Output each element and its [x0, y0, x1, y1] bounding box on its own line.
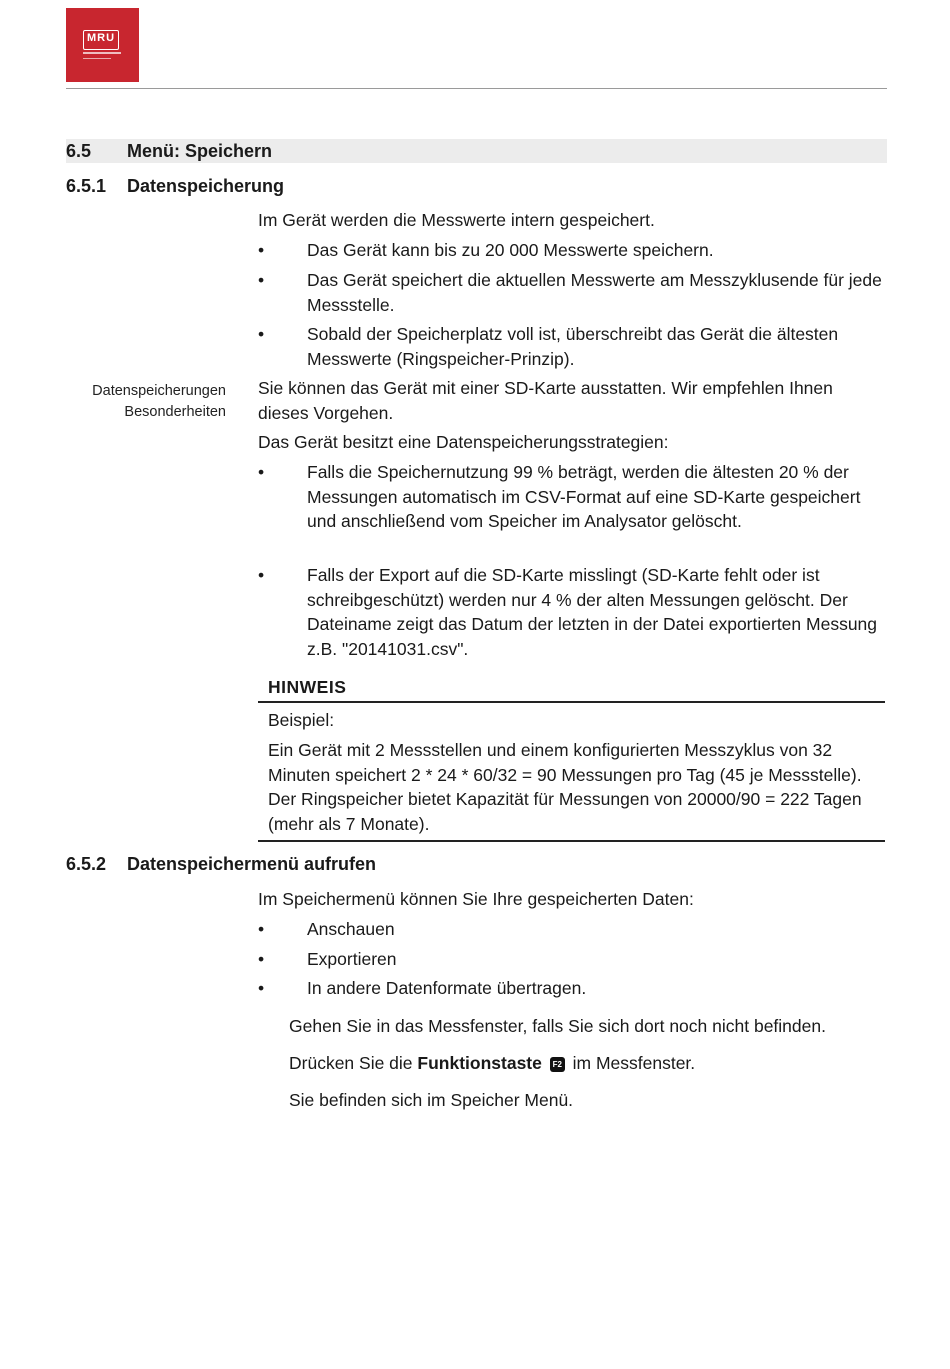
step-2-text-end: im Messfenster.: [567, 1053, 696, 1073]
hint-title: HINWEIS: [268, 677, 347, 697]
subsection-heading-2: [66, 852, 376, 876]
f2-key-icon: F2: [550, 1057, 565, 1072]
section-number: 6.5: [66, 141, 92, 161]
margin-note: [40, 381, 226, 423]
subsection-title: Datenspeichermenü aufrufen: [127, 854, 377, 874]
bullet-icon: •: [258, 949, 265, 969]
list-item-text: Das Gerät kann bis zu 20 000 Messwerte speichern.: [307, 240, 714, 260]
hint-bottom-rule: [258, 840, 885, 842]
section-title: Menü: Speichern: [127, 141, 273, 161]
logo-underline: [83, 52, 121, 54]
paragraph-menu-intro: Im Speichermenü können Sie Ihre gespeicherten Daten:: [258, 889, 694, 909]
list-item-text: Sobald der Speicherplatz voll ist, überschreibt das Gerät die ältesten Messwerte (Ringspeicher-Prinzip).: [307, 324, 839, 369]
step-2-keyword: Funktionstaste: [417, 1053, 542, 1073]
subsection-heading-1: [66, 174, 284, 198]
list-item-text: Anschauen: [307, 919, 395, 939]
paragraph-strategy: Das Gerät besitzt eine Datenspeicherungsstrategien:: [258, 432, 669, 452]
step-2-text: Drücken Sie die: [289, 1053, 418, 1073]
list-item-text: In andere Datenformate übertragen.: [307, 978, 587, 998]
company-logo: [66, 8, 139, 82]
bullet-icon: •: [258, 240, 265, 260]
step-1: Gehen Sie in das Messfenster, falls Sie sich dort noch nicht befinden.: [289, 1016, 826, 1036]
logo-mark: [83, 30, 119, 50]
bullet-icon: •: [258, 919, 265, 939]
margin-note-line-2: Besonderheiten: [124, 404, 226, 420]
hint-label: Beispiel:: [268, 710, 335, 730]
bullet-icon: •: [258, 978, 265, 998]
bullet-icon: •: [258, 324, 265, 344]
list-item-text: Falls die Speichernutzung 99 % beträgt, werden die ältesten 20 % der Messungen automatisch im CSV-Format auf eine SD-Karte gespeichert und anschließend vom Speicher im Analysator gelöscht.: [307, 462, 861, 531]
header-divider: [66, 88, 887, 89]
bullet-icon: •: [258, 565, 265, 585]
list-item-text: Das Gerät speichert die aktuellen Messwerte am Messzyklusende für jede Messstelle.: [307, 270, 882, 315]
step-3: Sie befinden sich im Speicher Menü.: [289, 1090, 574, 1110]
list-item-text: Exportieren: [307, 949, 397, 969]
logo-text: MRU: [87, 32, 116, 44]
paragraph-intro: Im Gerät werden die Messwerte intern gespeichert.: [258, 210, 655, 230]
logo-underline-2: [83, 58, 111, 59]
margin-note-line-1: Datenspeicherungen: [92, 383, 226, 399]
list-item-text: Falls der Export auf die SD-Karte misslingt (SD-Karte fehlt oder ist schreibgeschützt) werden nur 4 % der alten Messungen gelöscht. Der Dateiname zeigt das Datum der letzten in der Datei exportierten Messung z.B. "20141031.csv".: [307, 565, 878, 659]
hint-text: Ein Gerät mit 2 Messstellen und einem konfigurierten Messzyklus von 32 Minuten speichert 2 * 24 * 60/32 = 90 Messungen pro Tag (45 je Messstelle). Der Ringspeicher bietet Kapazität für Messungen von 20000/90 = 222 Tagen (mehr als 7 Monate).: [268, 740, 862, 834]
subsection-title: Datenspeicherung: [127, 176, 285, 196]
subsection-number: 6.5.1: [66, 176, 107, 196]
hint-top-rule: [258, 701, 885, 703]
section-heading: [66, 139, 887, 163]
step-2: [289, 1051, 887, 1076]
bullet-icon: •: [258, 462, 265, 482]
subsection-number: 6.5.2: [66, 854, 107, 874]
paragraph-sd-card: Sie können das Gerät mit einer SD-Karte ausstatten. Wir empfehlen Ihnen dieses Vorgehen.: [258, 378, 833, 423]
bullet-icon: •: [258, 270, 265, 290]
